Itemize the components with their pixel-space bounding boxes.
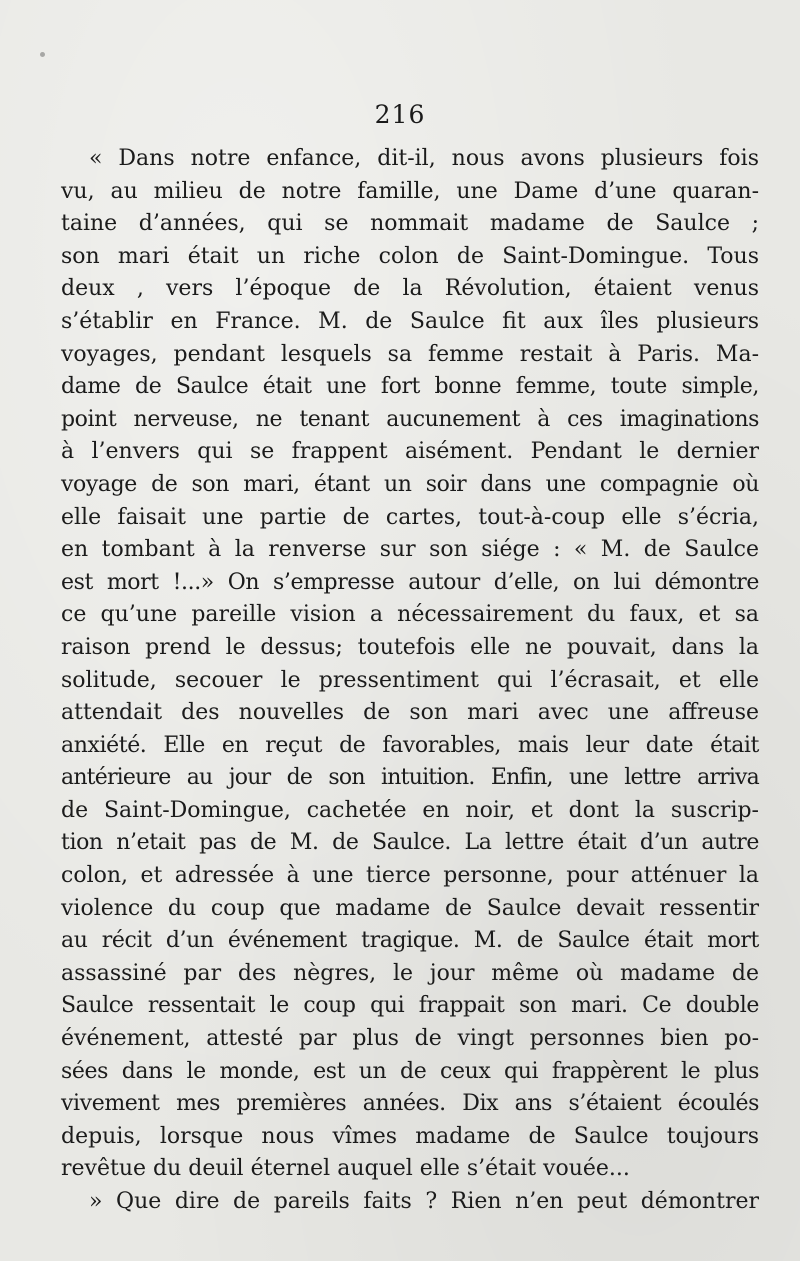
text-line: au récit d’un événement tragique. M. de Saulce était mort <box>61 928 759 954</box>
text-line: sées dans le monde, est un de ceux qui frappèrent le plus <box>61 1058 759 1084</box>
text-line: raison prend le dessus; toutefois elle ne pouvait, dans la <box>61 634 759 660</box>
text-line: voyages, pendant lesquels sa femme restait à Paris. Ma- <box>61 341 759 367</box>
text-line: s’établir en France. M. de Saulce fit aux îles plusieurs <box>61 308 759 334</box>
text-line: ce qu’une pareille vision a nécessairement du faux, et sa <box>61 602 759 628</box>
text-line: de Saint-Domingue, cachetée en noir, et dont la suscrip- <box>61 797 759 823</box>
text-line: anxiété. Elle en reçut de favorables, mais leur date était <box>61 732 759 758</box>
text-line: taine d’années, qui se nommait madame de Saulce ; <box>61 211 759 237</box>
text-line: deux , vers l’époque de la Révolution, étaient venus <box>61 276 759 302</box>
text-line: elle faisait une partie de cartes, tout-à-coup elle s’écria, <box>61 504 759 530</box>
text-line: vu, au milieu de notre famille, une Dame d’une quaran- <box>61 178 759 204</box>
text-line: colon, et adressée à une tierce personne, pour atténuer la <box>61 863 759 889</box>
page-number: 216 <box>374 100 426 129</box>
ink-speck <box>40 52 45 57</box>
text-line: solitude, secouer le pressentiment qui l’écrasait, et elle <box>61 667 759 693</box>
text-line: son mari était un riche colon de Saint-Domingue. Tous <box>61 243 759 269</box>
text-line: tion n’etait pas de M. de Saulce. La lettre était d’un autre <box>61 830 759 856</box>
text-line: événement, attesté par plus de vingt personnes bien po- <box>61 1026 759 1052</box>
text-line: revêtue du deuil éternel auquel elle s’était vouée... <box>61 1156 630 1182</box>
text-line: « Dans notre enfance, dit-il, nous avons plusieurs fois <box>89 146 759 171</box>
text-line: voyage de son mari, étant un soir dans une compagnie où <box>61 471 759 497</box>
text-line: en tombant à la renverse sur son siége : « M. de Saulce <box>61 537 759 563</box>
text-line: Saulce ressentait le coup qui frappait son mari. Ce double <box>61 993 759 1019</box>
text-line: » Que dire de pareils faits ? Rien n’en peut démontrer <box>89 1189 759 1214</box>
text-line: est mort !...» On s’empresse autour d’elle, on lui démontre <box>61 569 759 595</box>
text-line: depuis, lorsque nous vîmes madame de Saulce toujours <box>61 1123 759 1149</box>
text-line: dame de Saulce était une fort bonne femme, toute simple, <box>61 374 759 400</box>
body-text <box>61 143 759 1219</box>
text-line: vivement mes premières années. Dix ans s’étaient écoulés <box>61 1091 759 1117</box>
text-line: point nerveuse, ne tenant aucunement à ces imaginations <box>61 406 759 432</box>
text-line: à l’envers qui se frappent aisément. Pendant le dernier <box>61 439 759 465</box>
text-line: assassiné par des nègres, le jour même où madame de <box>61 960 759 986</box>
text-line: attendait des nouvelles de son mari avec une affreuse <box>61 700 759 726</box>
text-line: antérieure au jour de son intuition. Enfin, une lettre arriva <box>61 765 759 791</box>
text-line: violence du coup que madame de Saulce devait ressentir <box>61 895 759 921</box>
